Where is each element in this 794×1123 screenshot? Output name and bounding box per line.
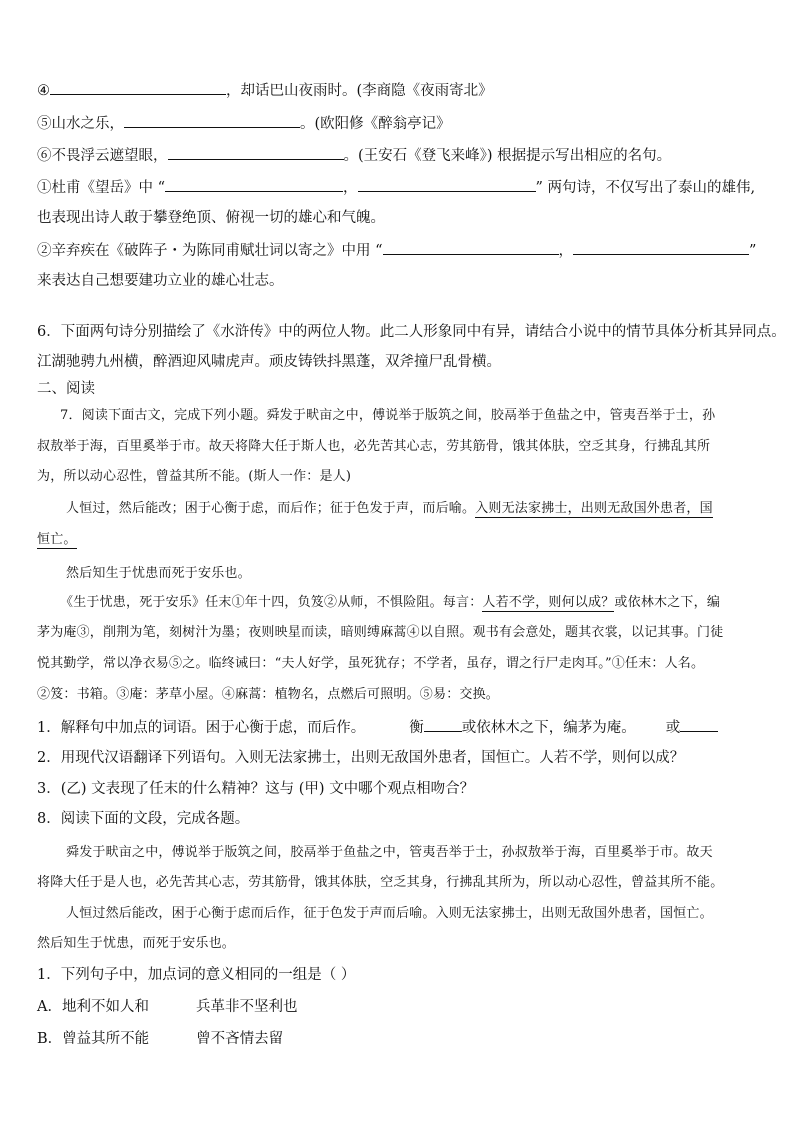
q5-after: 。(欧阳修《醉翁亭记》 — [300, 116, 451, 132]
q7-sub1-mid: 或依林木之下，编茅为庵。 — [461, 720, 636, 736]
q7-para3: 然后知生于忧患而死于安乐也。 — [66, 566, 251, 581]
q7-sub2: 2．用现代汉语翻译下列语句。入则无法家拂士，出则无敌国外患者，国恒亡。人若不学，则何以成？ — [37, 750, 685, 766]
q7-sub1-word1: 衡 — [409, 720, 424, 736]
option-b[interactable] — [37, 1029, 283, 1049]
answer-blank[interactable] — [168, 145, 344, 160]
q4-label: ④ — [37, 83, 50, 99]
section-heading: 二、阅读 — [37, 381, 95, 397]
q7-sub1-text: 1．解释句中加点的词语。困于心衡于虑，而后作。 — [37, 720, 366, 736]
yi-notes: ②笈：书箱。③庵：茅草小屋。④麻蒿：植物名，点燃后可照明。⑤易：交换。 — [37, 687, 500, 702]
yi-line1-a: 《生于忧患，死于安乐》任末①年十四，负笈②从师，不惧险阻。每言： — [60, 595, 483, 610]
q7-para2 — [66, 499, 713, 519]
option-right: 兵革非不坚利也 — [195, 999, 298, 1015]
answer-blank[interactable] — [573, 240, 749, 255]
answer-blank[interactable] — [383, 240, 559, 255]
q5-label: ⑤山水之乐， — [37, 116, 124, 132]
item2-line2: 来表达自己想要建功立业的雄心壮志。 — [37, 273, 284, 289]
q4-after: ，却话巴山夜雨时。(李商隐《夜雨寄北》 — [226, 83, 493, 99]
q6-poem: 江湖驰骋九州横，醉酒迎风啸虎声。顽皮铸铁抖黑蓬，双斧撞尸乱骨横。 — [37, 354, 501, 370]
fill-item-1 — [37, 177, 755, 198]
option-left: 曾益其所不能 — [62, 1031, 150, 1047]
fill-item-2 — [37, 240, 756, 261]
answer-blank[interactable] — [124, 113, 300, 128]
q6-after: 。(王安石《登飞来峰》) 根据提示写出相应的名句。 — [343, 148, 672, 164]
yi-line1-underlined: 人若不学，则何以成？ — [482, 595, 615, 610]
yi-line-2: 茅为庵③，削荆为笔，刻树汁为墨；夜则映星而读，暗则缚麻蒿④以自照。观书有会意处，题其衣裳，以记其事。门徒 — [37, 625, 724, 640]
q8-passage-line: 然后知生于忧患，而死于安乐也。 — [37, 936, 236, 951]
option-letter: A． — [37, 999, 62, 1015]
item2-prefix: ②辛弃疾在《破阵子・为陈同甫赋壮词以寄之》中用 “ — [37, 243, 383, 259]
q6-label: ⑥不畏浮云遮望眼， — [37, 148, 168, 164]
q7-passage-line: 叔敖举于海，百里奚举于市。故天将降大任于斯人也，必先苦其心志，劳其筋骨，饿其体肤，空乏其身，行拂乱其所 — [37, 439, 711, 454]
yi-line-1 — [60, 593, 720, 613]
fill-blank-6 — [37, 145, 671, 166]
q8-passage-line: 人恒过然后能改，困于心衡于虑而后作，征于色发于声而后喻。入则无法家拂士，出则无敌国外患者，国恒亡。 — [66, 906, 713, 921]
option-right: 曾不吝情去留 — [196, 1031, 284, 1047]
item1-prefix: ①杜甫《望岳》中 “ — [37, 180, 166, 196]
fill-blank-4 — [37, 80, 493, 101]
q7-passage-line: 7．阅读下面古文，完成下列小题。舜发于畎亩之中，傅说举于版筑之间，胶鬲举于鱼盐之中，管夷吾举于士，孙 — [60, 408, 716, 423]
option-letter: B． — [37, 1031, 63, 1047]
item2-middle: ， — [558, 243, 574, 259]
item2-suffix: ” — [749, 243, 757, 259]
q8-passage-line: 舜发于畎亩之中，傅说举于版筑之间，胶鬲举于鱼盐之中，管夷吾举于士，孙叔敖举于海，百里奚举于市。故天 — [66, 845, 713, 860]
q8-question: 1．下列句子中，加点词的意义相同的一组是（ ） — [37, 967, 356, 983]
para2-plain: 人恒过，然后能改；困于心衡于虑，而后作；征于色发于声，而后喻。 — [66, 501, 476, 516]
para2-cont: 恒亡。 — [37, 532, 77, 547]
fill-blank-5 — [37, 113, 451, 134]
item1-suffix: ” 两句诗，不仅写出了泰山的雄伟, — [535, 180, 756, 196]
item1-middle: ， — [343, 180, 358, 196]
q7-sub3: 3．(乙) 文表现了任末的什么精神？这与 (甲) 文中哪个观点相吻合？ — [37, 781, 475, 797]
q8-passage-line: 将降大任于是人也，必先苦其心志，劳其筋骨，饿其体肤，空乏其身，行拂乱其所为，所以动心忍性，曾益其所不能。 — [37, 875, 724, 890]
item1-line2: 也表现出诗人敢于攀登绝顶、俯视一切的雄心和气魄。 — [37, 210, 385, 226]
option-left: 地利不如人和 — [61, 999, 149, 1015]
q7-sub1-word2: 或 — [665, 720, 681, 736]
answer-blank[interactable] — [424, 717, 462, 732]
para2-underlined: 入则无法家拂士，出则无敌国外患者，国 — [475, 501, 713, 516]
option-a[interactable] — [37, 997, 297, 1017]
yi-line-3: 悦其勤学，常以净衣易⑤之。临终诫曰：“夫人好学，虽死犹存；不学者，虽存，谓之行尸走肉耳。”①任末：人名。 — [37, 656, 705, 671]
q8-heading: 8．阅读下面的文段，完成各题。 — [37, 811, 250, 827]
yi-line1-b: 或依林木之下，编 — [614, 595, 721, 610]
q7-passage-line: 为，所以动心忍性，曾益其所不能。(斯人一作：是人) — [37, 469, 352, 484]
q6-prompt: 6．下面两句诗分别描绘了《水浒传》中的两位人物。此二人形象同中有异，请结合小说中的情节具体分析其异同点。 — [37, 324, 786, 340]
answer-blank[interactable] — [50, 80, 226, 95]
answer-blank[interactable] — [165, 177, 343, 192]
answer-blank[interactable] — [358, 177, 536, 192]
answer-blank[interactable] — [680, 717, 718, 732]
q7-para2-cont — [37, 530, 77, 550]
q7-sub1 — [37, 717, 718, 738]
